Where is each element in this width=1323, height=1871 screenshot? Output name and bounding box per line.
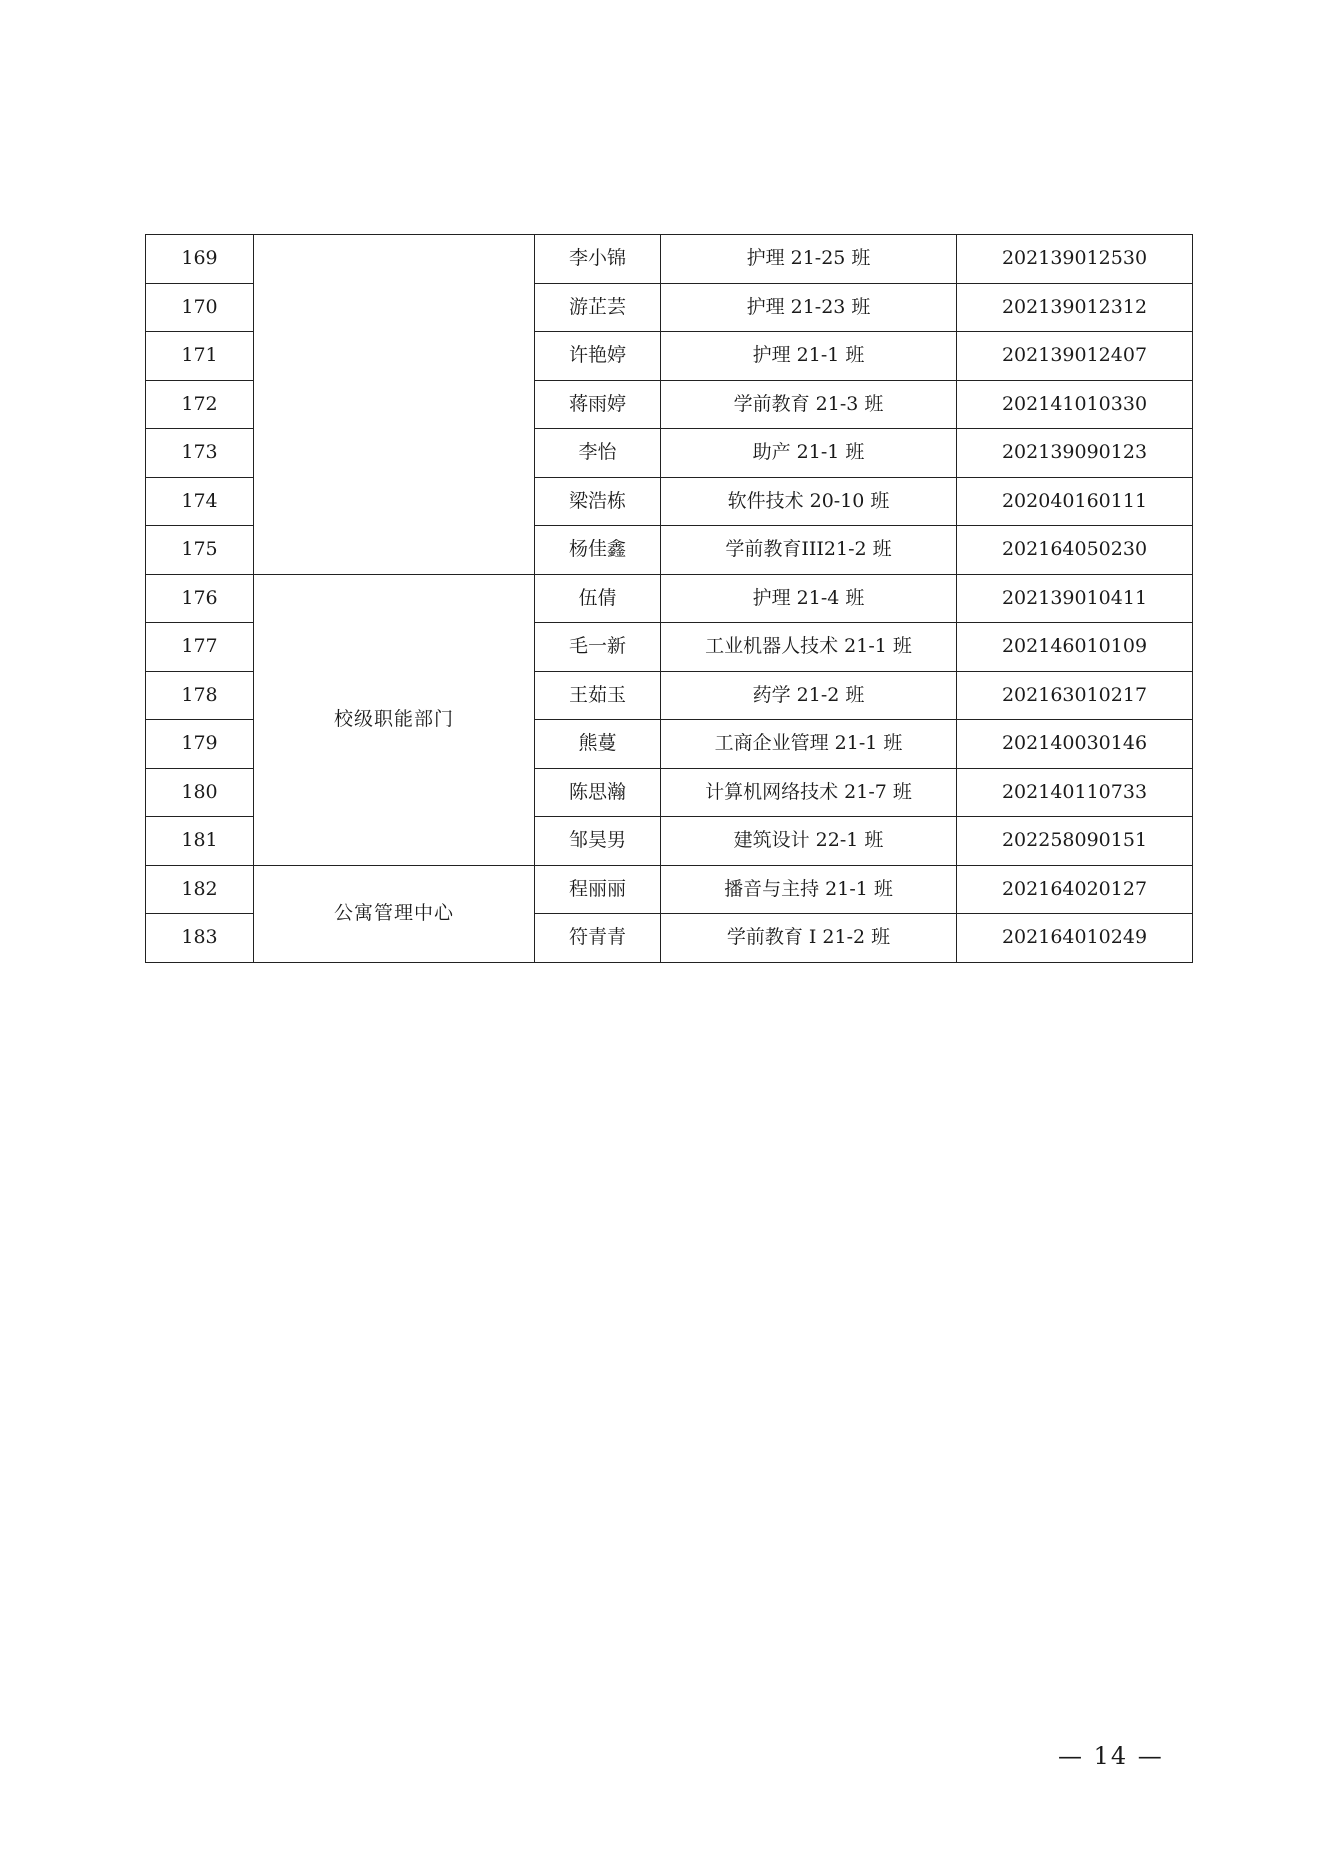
department-cell: 公寓管理中心: [254, 865, 535, 962]
row-number: 170: [146, 283, 254, 332]
class-name: 学前教育III21-2 班: [661, 526, 957, 575]
student-id: 202163010217: [957, 671, 1193, 720]
class-name: 工业机器人技术 21-1 班: [661, 623, 957, 672]
student-name: 毛一新: [535, 623, 661, 672]
student-id: 202139012312: [957, 283, 1193, 332]
student-name: 陈思瀚: [535, 768, 661, 817]
row-number: 180: [146, 768, 254, 817]
row-number: 176: [146, 574, 254, 623]
student-name: 游芷芸: [535, 283, 661, 332]
row-number: 179: [146, 720, 254, 769]
student-id: 202139090123: [957, 429, 1193, 478]
class-name: 播音与主持 21-1 班: [661, 865, 957, 914]
student-id: 202139012407: [957, 332, 1193, 381]
row-number: 182: [146, 865, 254, 914]
student-name: 梁浩栋: [535, 477, 661, 526]
student-id: 202140110733: [957, 768, 1193, 817]
department-cell: 校级职能部门: [254, 574, 535, 865]
student-name: 杨佳鑫: [535, 526, 661, 575]
student-name: 李小锦: [535, 235, 661, 284]
class-name: 工商企业管理 21-1 班: [661, 720, 957, 769]
class-name: 学前教育 I 21-2 班: [661, 914, 957, 963]
class-name: 计算机网络技术 21-7 班: [661, 768, 957, 817]
student-id: 202139012530: [957, 235, 1193, 284]
class-name: 护理 21-1 班: [661, 332, 957, 381]
page-number: — 14 —: [1058, 1742, 1164, 1770]
class-name: 建筑设计 22-1 班: [661, 817, 957, 866]
student-id: 202164010249: [957, 914, 1193, 963]
row-number: 171: [146, 332, 254, 381]
row-number: 178: [146, 671, 254, 720]
student-name: 符青青: [535, 914, 661, 963]
row-number: 177: [146, 623, 254, 672]
student-id: 202164050230: [957, 526, 1193, 575]
class-name: 护理 21-23 班: [661, 283, 957, 332]
student-name: 王茹玉: [535, 671, 661, 720]
row-number: 172: [146, 380, 254, 429]
student-name: 程丽丽: [535, 865, 661, 914]
student-name: 邹昊男: [535, 817, 661, 866]
department-cell: [254, 235, 535, 575]
row-number: 169: [146, 235, 254, 284]
class-name: 学前教育 21-3 班: [661, 380, 957, 429]
row-number: 174: [146, 477, 254, 526]
student-id: 202040160111: [957, 477, 1193, 526]
class-name: 护理 21-4 班: [661, 574, 957, 623]
roster-table: [145, 234, 1193, 963]
table-row: [146, 574, 1193, 623]
student-id: 202140030146: [957, 720, 1193, 769]
student-id: 202164020127: [957, 865, 1193, 914]
student-id: 202139010411: [957, 574, 1193, 623]
row-number: 173: [146, 429, 254, 478]
row-number: 183: [146, 914, 254, 963]
table-row: [146, 865, 1193, 914]
row-number: 181: [146, 817, 254, 866]
student-id: 202141010330: [957, 380, 1193, 429]
class-name: 护理 21-25 班: [661, 235, 957, 284]
row-number: 175: [146, 526, 254, 575]
table-row: [146, 235, 1193, 284]
student-name: 许艳婷: [535, 332, 661, 381]
student-name: 伍倩: [535, 574, 661, 623]
class-name: 软件技术 20-10 班: [661, 477, 957, 526]
student-id: 202146010109: [957, 623, 1193, 672]
class-name: 药学 21-2 班: [661, 671, 957, 720]
student-name: 熊蔓: [535, 720, 661, 769]
student-name: 蒋雨婷: [535, 380, 661, 429]
student-name: 李怡: [535, 429, 661, 478]
student-id: 202258090151: [957, 817, 1193, 866]
class-name: 助产 21-1 班: [661, 429, 957, 478]
